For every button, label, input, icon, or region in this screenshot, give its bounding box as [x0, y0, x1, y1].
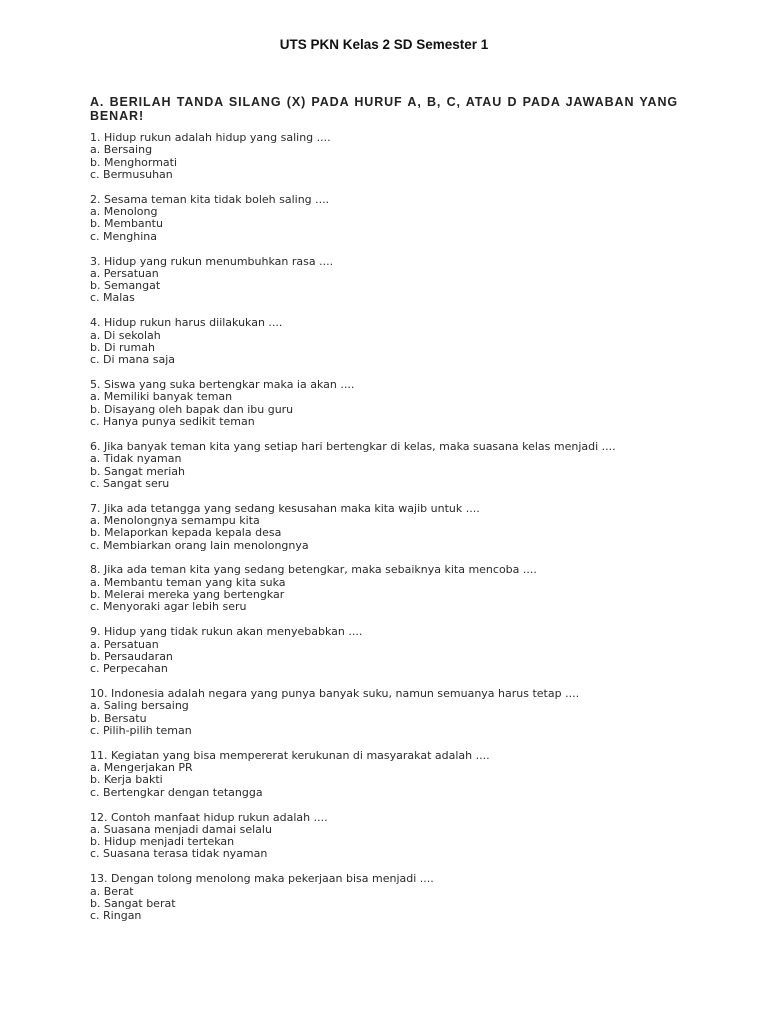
- answer-option-b: b. Di rumah: [90, 340, 155, 354]
- answer-option-a: a. Menolongnya semampu kita: [90, 513, 260, 527]
- answer-option-b: b. Semangat: [90, 279, 161, 293]
- answer-option-a: a. Membantu teman yang kita suka: [90, 575, 286, 589]
- question-list: [90, 132, 690, 935]
- answer-option-b: b. Menghormati: [90, 155, 178, 169]
- question-3: [90, 256, 690, 305]
- question-11: [90, 750, 690, 799]
- answer-option-c: c. Perpecahan: [90, 662, 168, 676]
- question-text: 10. Indonesia adalah negara yang punya banyak suku, namun semuanya harus tetap ....: [90, 687, 580, 701]
- answer-option-a: a. Berat: [90, 884, 134, 898]
- question-text: 2. Sesama teman kita tidak boleh saling ....: [90, 192, 330, 206]
- answer-option-a: a. Menolong: [90, 205, 158, 219]
- answer-option-a: a. Tidak nyaman: [90, 452, 182, 466]
- section-instruction: A. BERILAH TANDA SILANG (X) PADA HURUF A, B, C, ATAU D PADA JAWABAN YANG BENAR!: [90, 95, 678, 123]
- answer-option-c: c. Hanya punya sedikit teman: [90, 415, 255, 429]
- answer-option-b: b. Membantu: [90, 217, 163, 231]
- question-text: 5. Siswa yang suka bertengkar maka ia akan ....: [90, 378, 355, 392]
- answer-option-b: b. Disayang oleh bapak dan ibu guru: [90, 402, 294, 416]
- answer-option-a: a. Bersaing: [90, 143, 153, 157]
- question-6: [90, 441, 690, 490]
- page-title: UTS PKN Kelas 2 SD Semester 1: [279, 37, 489, 52]
- question-9: [90, 626, 690, 675]
- answer-option-c: c. Bermusuhan: [90, 167, 173, 181]
- answer-option-a: a. Persatuan: [90, 637, 159, 651]
- question-text: 8. Jika ada teman kita yang sedang betengkar, maka sebaiknya kita mencoba ....: [90, 563, 537, 577]
- question-7: [90, 503, 690, 552]
- question-2: [90, 194, 690, 243]
- answer-option-b: b. Persaudaran: [90, 649, 173, 663]
- question-text: 4. Hidup rukun harus diilakukan ....: [90, 316, 283, 330]
- answer-option-c: c. Bertengkar dengan tetangga: [90, 785, 263, 799]
- question-text: 3. Hidup yang rukun menumbuhkan rasa ....: [90, 254, 334, 268]
- answer-option-c: c. Menghina: [90, 229, 157, 243]
- answer-option-c: c. Pilih-pilih teman: [90, 723, 192, 737]
- question-text: 11. Kegiatan yang bisa mempererat kerukunan di masyarakat adalah ....: [90, 748, 490, 762]
- question-text: 1. Hidup rukun adalah hidup yang saling ....: [90, 131, 331, 144]
- question-10: [90, 688, 690, 737]
- question-1: [90, 132, 690, 181]
- question-8: [90, 564, 690, 613]
- answer-option-b: b. Bersatu: [90, 711, 147, 725]
- answer-option-c: c. Di mana saja: [90, 353, 175, 367]
- answer-option-c: c. Ringan: [90, 909, 142, 923]
- answer-option-b: b. Hidup menjadi tertekan: [90, 835, 235, 849]
- answer-option-b: b. Sangat meriah: [90, 464, 185, 478]
- answer-option-a: a. Persatuan: [90, 266, 159, 280]
- answer-option-b: b. Melaporkan kepada kepala desa: [90, 526, 282, 540]
- question-text: 7. Jika ada tetangga yang sedang kesusahan maka kita wajib untuk ....: [90, 501, 480, 515]
- answer-option-c: c. Sangat seru: [90, 476, 170, 490]
- answer-option-a: a. Suasana menjadi damai selalu: [90, 822, 272, 836]
- answer-option-b: b. Kerja bakti: [90, 773, 163, 787]
- question-text: 13. Dengan tolong menolong maka pekerjaan bisa menjadi ....: [90, 872, 434, 886]
- answer-option-c: c. Menyoraki agar lebih seru: [90, 600, 247, 614]
- question-12: [90, 812, 690, 861]
- answer-option-c: c. Malas: [90, 291, 135, 305]
- answer-option-c: c. Suasana terasa tidak nyaman: [90, 847, 268, 861]
- answer-option-a: a. Saling bersaing: [90, 699, 189, 713]
- answer-option-a: a. Mengerjakan PR: [90, 761, 193, 775]
- answer-option-b: b. Melerai mereka yang bertengkar: [90, 588, 285, 602]
- answer-option-a: a. Memiliki banyak teman: [90, 390, 233, 404]
- question-text: 9. Hidup yang tidak rukun akan menyebabkan ....: [90, 625, 363, 639]
- question-5: [90, 379, 690, 428]
- question-text: 6. Jika banyak teman kita yang setiap hari bertengkar di kelas, maka suasana kelas menjadi ....: [90, 439, 616, 453]
- answer-option-b: b. Sangat berat: [90, 896, 176, 910]
- answer-option-a: a. Di sekolah: [90, 328, 161, 342]
- answer-option-c: c. Membiarkan orang lain menolongnya: [90, 538, 309, 552]
- question-4: [90, 317, 690, 366]
- question-13: [90, 873, 690, 922]
- question-text: 12. Contoh manfaat hidup rukun adalah ....: [90, 810, 328, 824]
